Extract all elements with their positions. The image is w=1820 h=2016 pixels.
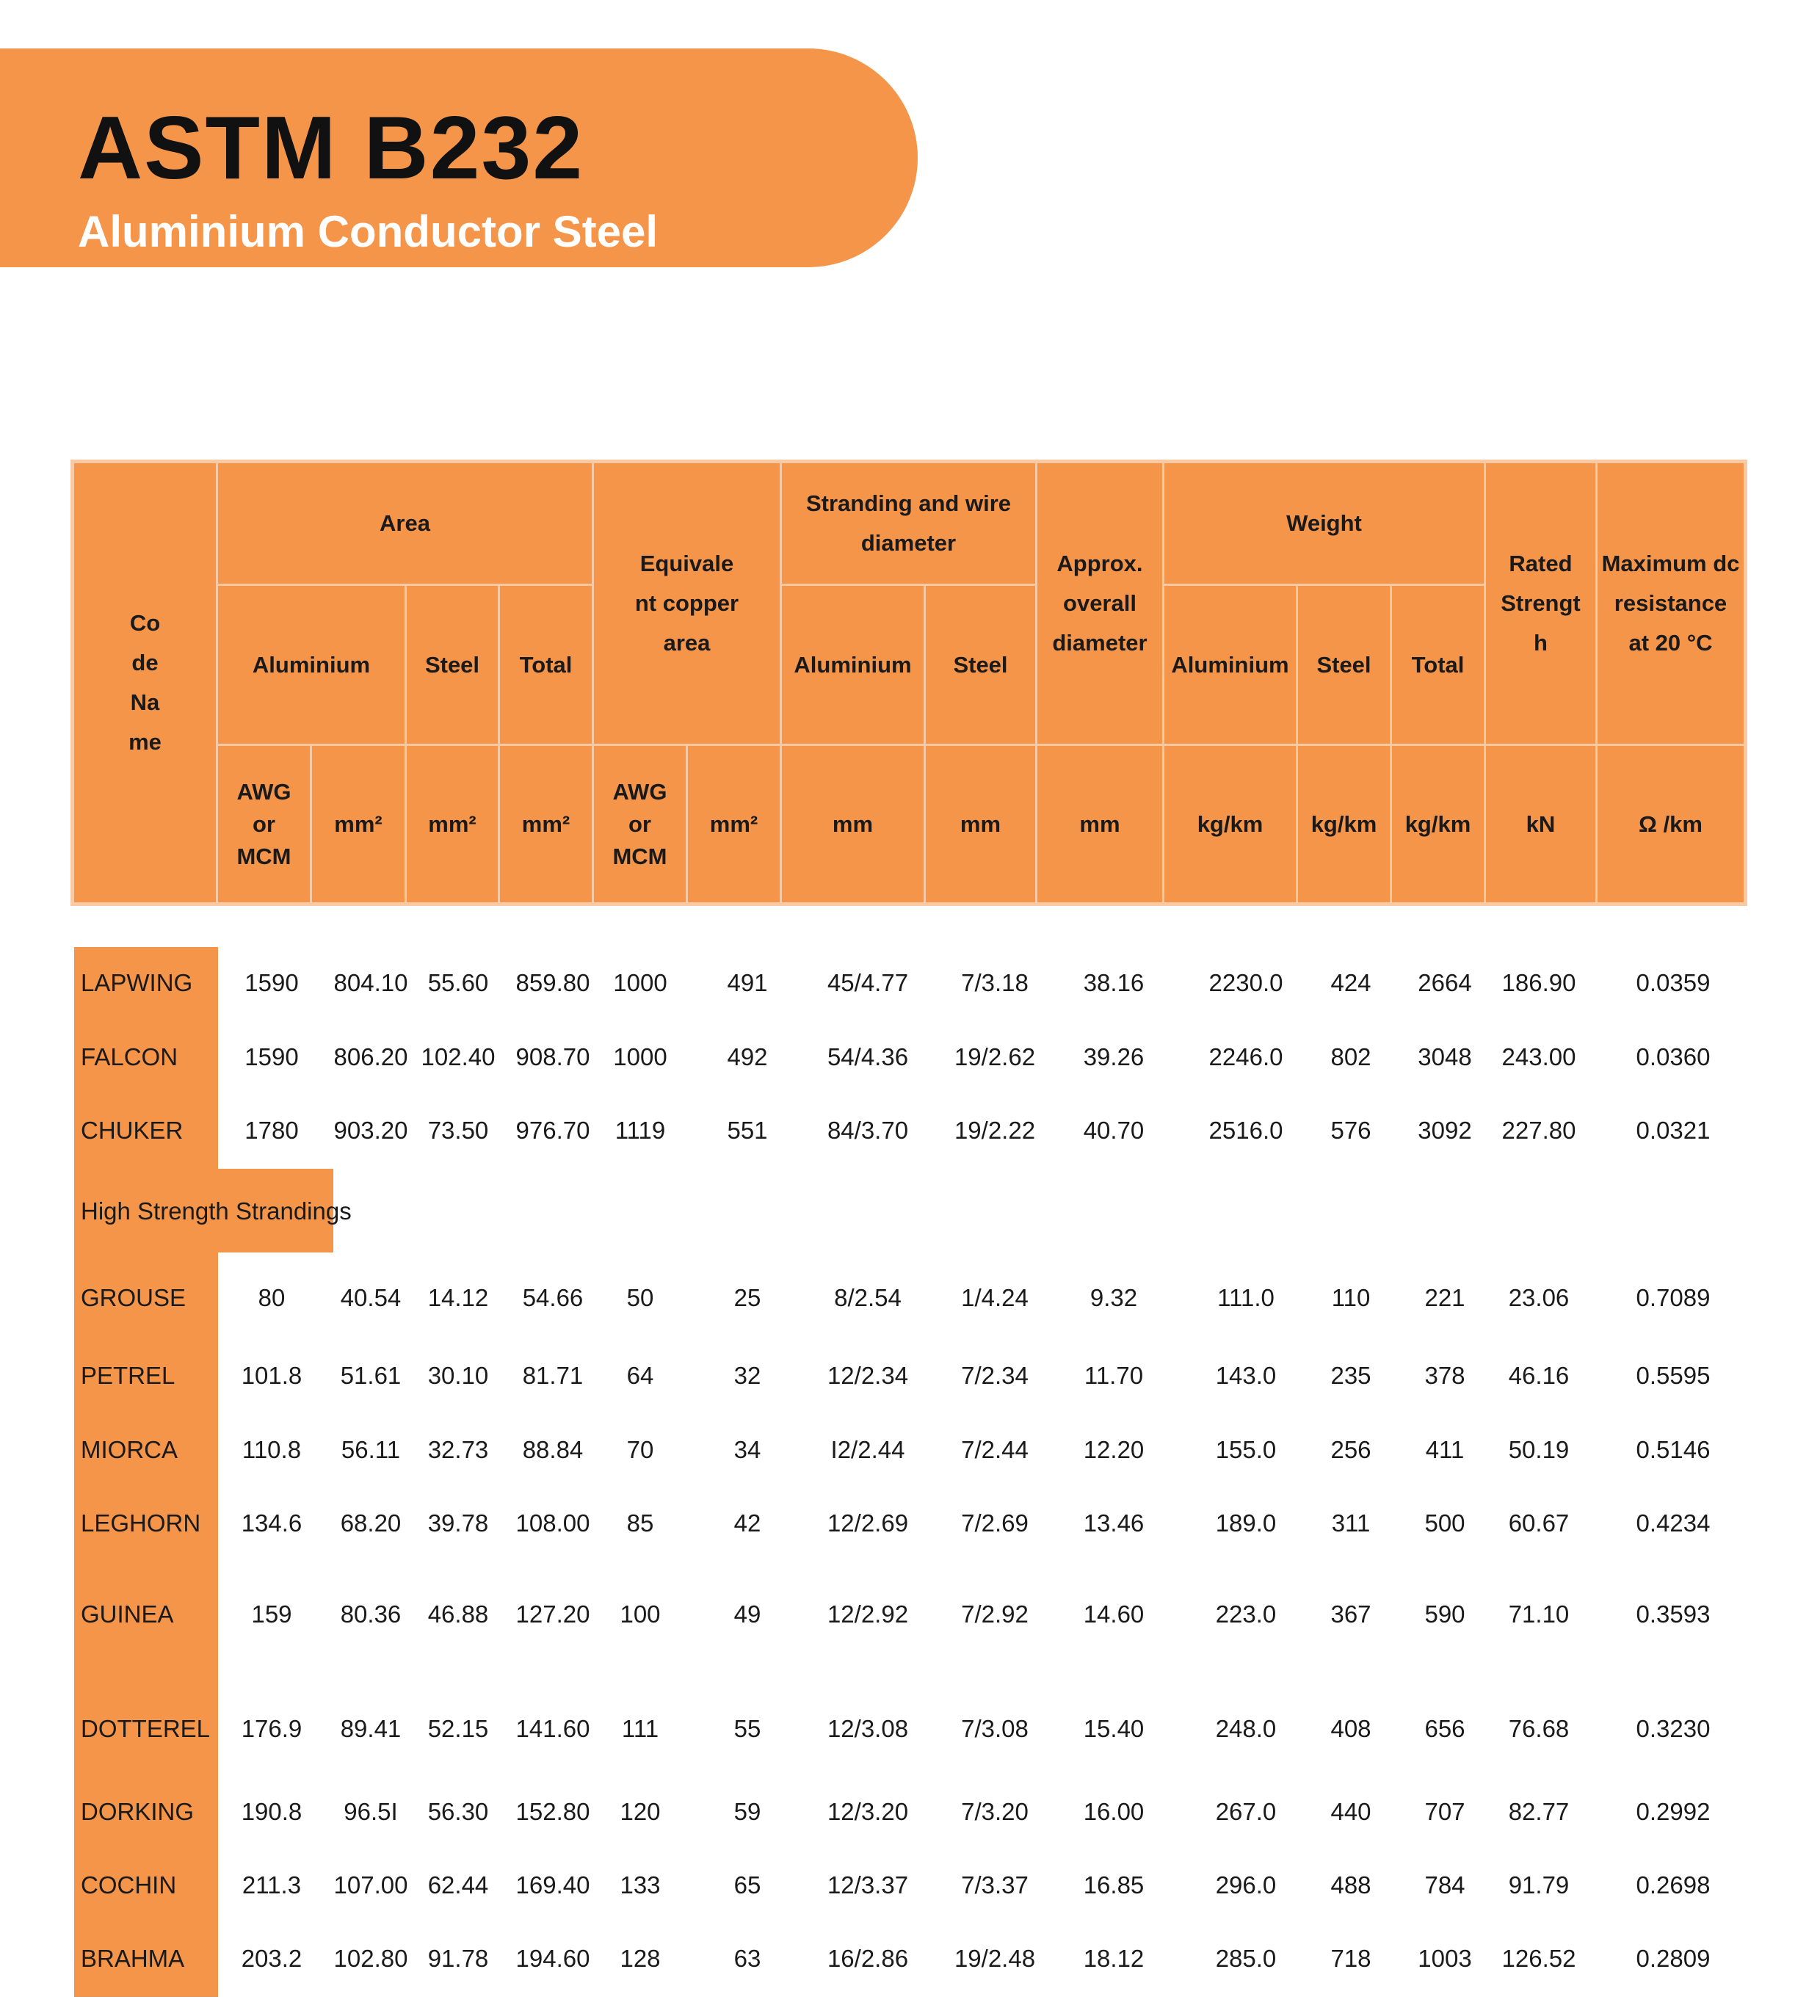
table-cell: 120 [620, 1798, 661, 1825]
table-cell: 100 [620, 1600, 661, 1628]
table-cell: 267.0 [1215, 1798, 1277, 1825]
table-cell: 80.36 [340, 1600, 402, 1628]
row-code-name: DOTTEREL [81, 1715, 211, 1742]
table-cell: 91.79 [1508, 1871, 1570, 1899]
table-cell: 12/3.08 [827, 1715, 909, 1742]
table-cell: 211.3 [242, 1871, 302, 1899]
table-cell: 32.73 [427, 1436, 489, 1463]
table-cell: 76.68 [1508, 1715, 1570, 1742]
table-cell: 656 [1424, 1715, 1465, 1742]
unit-awg-mcm: AWG or MCM [612, 778, 667, 869]
table-cell: 190.8 [241, 1798, 302, 1825]
table-cell: 81.71 [522, 1362, 584, 1389]
table-cell: 51.61 [340, 1362, 402, 1389]
table-cell: 80 [258, 1284, 286, 1311]
col-area-aluminium-header: Aluminium [252, 651, 371, 678]
table-cell: 7/3.20 [961, 1798, 1029, 1825]
table-cell: 0.0321 [1636, 1117, 1711, 1144]
subtitle-line-2: Reinforced(ACSR) [78, 260, 463, 309]
table-cell: 235 [1330, 1362, 1371, 1389]
table-cell: 155.0 [1215, 1436, 1277, 1463]
table-cell: 73.50 [427, 1117, 489, 1144]
unit-mm2: mm² [521, 811, 570, 837]
table-cell: 0.3230 [1636, 1715, 1711, 1742]
unit-awg-mcm: AWG or MCM [236, 778, 291, 869]
table-cell: 408 [1330, 1715, 1371, 1742]
table-cell: 39.78 [427, 1509, 489, 1537]
table-cell: 718 [1330, 1945, 1371, 1972]
table-cell: 65 [733, 1871, 761, 1899]
table-cell: 189.0 [1215, 1509, 1277, 1537]
table-cell: 488 [1330, 1871, 1371, 1899]
table-cell: 0.7089 [1636, 1284, 1711, 1311]
table-cell: 3092 [1418, 1117, 1472, 1144]
table-cell: 64 [626, 1362, 654, 1389]
table-cell: 55.60 [427, 969, 489, 996]
table-cell: 18.12 [1083, 1945, 1145, 1972]
table-cell: 14.12 [427, 1284, 489, 1311]
table-cell: 111 [621, 1715, 659, 1742]
table-cell: 89.41 [340, 1715, 402, 1742]
table-cell: 88.84 [522, 1436, 584, 1463]
table-cell: 1/4.24 [961, 1284, 1029, 1311]
table-cell: 12/2.69 [827, 1509, 909, 1537]
table-cell: 68.20 [340, 1509, 402, 1537]
table-cell: 126.52 [1501, 1945, 1576, 1972]
table-cell: 1000 [613, 969, 667, 996]
table-cell: 424 [1330, 969, 1371, 996]
table-cell: 500 [1424, 1509, 1465, 1537]
col-area-total-header: Total [519, 651, 573, 678]
table-cell: 1000 [613, 1043, 667, 1070]
row-code-name: BRAHMA [81, 1945, 185, 1972]
table-cell: 70 [626, 1436, 654, 1463]
table-cell: 0.4234 [1636, 1509, 1711, 1537]
table-cell: 243.00 [1501, 1043, 1576, 1070]
table-cell: 110.8 [242, 1436, 302, 1463]
table-cell: 2246.0 [1208, 1043, 1283, 1070]
row-code-name: GROUSE [81, 1284, 186, 1311]
table-cell: 3048 [1418, 1043, 1472, 1070]
unit-kg-per-km: kg/km [1310, 811, 1377, 837]
table-cell: 169.40 [515, 1871, 590, 1899]
table-cell: 2516.0 [1208, 1117, 1283, 1144]
table-cell: 590 [1424, 1600, 1465, 1628]
row-code-name: MIORCA [81, 1436, 178, 1463]
table-cell: 38.16 [1083, 969, 1145, 996]
table-cell: 19/2.62 [954, 1043, 1036, 1070]
table-cell: 127.20 [515, 1600, 590, 1628]
col-weight-aluminium-header: Aluminium [1171, 651, 1289, 678]
unit-kg-per-km: kg/km [1404, 811, 1471, 837]
row-code-name: PETREL [81, 1362, 175, 1389]
table-cell: 54.66 [522, 1284, 584, 1311]
table-cell: 784 [1424, 1871, 1465, 1899]
table-cell: 40.70 [1083, 1117, 1145, 1144]
table-cell: 16/2.86 [827, 1945, 909, 1972]
table-cell: 378 [1424, 1362, 1465, 1389]
table-cell: 82.77 [1508, 1798, 1570, 1825]
table-cell: 32 [733, 1362, 761, 1389]
table-cell: 256 [1330, 1436, 1371, 1463]
section-label-high-strength: High Strength Strandings [81, 1197, 352, 1225]
col-strand-steel-header: Steel [953, 651, 1008, 678]
col-area-header: Area [380, 510, 430, 536]
table-cell: 101.8 [241, 1362, 302, 1389]
row-code-name: LEGHORN [81, 1509, 201, 1537]
table-cell: 19/2.22 [954, 1117, 1036, 1144]
table-cell: 111.0 [1217, 1284, 1275, 1311]
code-name-column-highlight [74, 947, 218, 1997]
table-cell: 12.20 [1083, 1436, 1145, 1463]
table-cell: 63 [733, 1945, 761, 1972]
unit-kn: kN [1526, 811, 1556, 837]
table-cell: 30.10 [427, 1362, 489, 1389]
table-cell: 492 [727, 1043, 768, 1070]
table-cell: 13.46 [1083, 1509, 1145, 1537]
table-cell: 143.0 [1215, 1362, 1277, 1389]
table-cell: 7/3.37 [961, 1871, 1029, 1899]
table-cell: 84/3.70 [827, 1117, 909, 1144]
unit-mm2: mm² [709, 811, 758, 837]
col-weight-steel-header: Steel [1316, 651, 1371, 678]
table-cell: 59 [733, 1798, 761, 1825]
table-cell: 186.90 [1501, 969, 1576, 996]
table-cell: 1590 [244, 1043, 299, 1070]
table-cell: 440 [1330, 1798, 1371, 1825]
table-cell: 91.78 [427, 1945, 489, 1972]
table-cell: 0.3593 [1636, 1600, 1711, 1628]
table-cell: 9.32 [1090, 1284, 1138, 1311]
table-cell: 141.60 [515, 1715, 590, 1742]
table-cell: 176.9 [241, 1715, 302, 1742]
unit-kg-per-km: kg/km [1197, 811, 1264, 837]
table-cell: 227.80 [1501, 1117, 1576, 1144]
row-code-name: FALCON [81, 1043, 178, 1070]
table-cell: 7/2.44 [961, 1436, 1029, 1463]
table-cell: 859.80 [515, 969, 590, 996]
table-cell: 12/2.92 [827, 1600, 909, 1628]
table-cell: 34 [733, 1436, 761, 1463]
table-cell: 1003 [1418, 1945, 1472, 1972]
table-cell: 203.2 [241, 1945, 302, 1972]
row-code-name: DORKING [81, 1798, 195, 1825]
table-cell: 0.0360 [1636, 1043, 1711, 1070]
table-cell: 133 [620, 1871, 661, 1899]
subtitle-line-1: Aluminium Conductor Steel [78, 207, 659, 256]
table-cell: 102.80 [333, 1945, 408, 1972]
table-cell: 0.5595 [1636, 1362, 1711, 1389]
table-cell: 23.06 [1508, 1284, 1570, 1311]
table-cell: 134.6 [241, 1509, 302, 1537]
table-cell: 46.88 [427, 1600, 489, 1628]
row-code-name: CHUKER [81, 1117, 184, 1144]
unit-mm: mm [832, 811, 874, 837]
document-subtitle [78, 206, 658, 311]
row-code-name: GUINEA [81, 1600, 174, 1628]
table-cell: 12/3.37 [827, 1871, 909, 1899]
table-cell: 56.11 [341, 1436, 401, 1463]
table-cell: 85 [626, 1509, 654, 1537]
table-cell: 411 [1425, 1436, 1465, 1463]
table-cell: 551 [727, 1117, 768, 1144]
col-weight-total-header: Total [1411, 651, 1465, 678]
table-cell: 367 [1330, 1600, 1371, 1628]
table-cell: 12/2.34 [827, 1362, 909, 1389]
table-cell: 491 [727, 969, 768, 996]
table-cell: 248.0 [1215, 1715, 1277, 1742]
table-cell: 0.5146 [1636, 1436, 1711, 1463]
unit-ohm-per-km: Ω /km [1639, 811, 1703, 837]
table-cell: 42 [733, 1509, 761, 1537]
col-overall-diameter-header: Approx. overall diameter [1052, 551, 1148, 656]
table-cell: 54/4.36 [827, 1043, 909, 1070]
table-cell: 311 [1331, 1509, 1371, 1537]
table-cell: 12/3.20 [827, 1798, 909, 1825]
row-code-name: COCHIN [81, 1871, 177, 1899]
table-cell: 0.0359 [1636, 969, 1711, 996]
title-banner [0, 48, 918, 309]
table-cell: 296.0 [1215, 1871, 1277, 1899]
table-cell: 108.00 [515, 1509, 590, 1537]
table-cell: 16.00 [1083, 1798, 1145, 1825]
table-cell: 25 [733, 1284, 761, 1311]
table-cell: 15.40 [1083, 1715, 1145, 1742]
table-cell: 7/2.92 [961, 1600, 1029, 1628]
table-cell: 223.0 [1215, 1600, 1277, 1628]
table-cell: 0.2698 [1636, 1871, 1711, 1899]
table-cell: 1119 [614, 1117, 666, 1144]
table-cell: 7/2.34 [961, 1362, 1029, 1389]
table-cell: 2230.0 [1208, 969, 1283, 996]
unit-mm: mm [1079, 811, 1120, 837]
table-cell: 576 [1330, 1117, 1371, 1144]
table-cell: 16.85 [1083, 1871, 1145, 1899]
col-area-steel-header: Steel [424, 651, 480, 678]
table-cell: 802 [1330, 1043, 1371, 1070]
table-cell: 71.10 [1508, 1600, 1570, 1628]
col-rated-strength-header: Rated Strengt h [1501, 551, 1581, 656]
table-cell: 0.2809 [1636, 1945, 1711, 1972]
table-cell: 285.0 [1215, 1945, 1277, 1972]
table-cell: 46.16 [1508, 1362, 1570, 1389]
table-cell: 0.2992 [1636, 1798, 1711, 1825]
col-weight-header: Weight [1286, 510, 1362, 536]
table-cell: 806.20 [333, 1043, 408, 1070]
table-cell: 11.70 [1084, 1362, 1144, 1389]
table-cell: 7/2.69 [961, 1509, 1029, 1537]
table-cell: 152.80 [515, 1798, 590, 1825]
table-cell: 1590 [244, 969, 299, 996]
table-cell: 976.70 [515, 1117, 590, 1144]
unit-mm2: mm² [334, 811, 383, 837]
table-cell: 45/4.77 [827, 969, 909, 996]
table-cell: 39.26 [1083, 1043, 1145, 1070]
table-cell: 40.54 [340, 1284, 402, 1311]
table-cell: 1780 [244, 1117, 299, 1144]
table-cell: 128 [620, 1945, 661, 1972]
table-cell: 221 [1424, 1284, 1465, 1311]
table-cell: 903.20 [333, 1117, 408, 1144]
table-cell: 56.30 [427, 1798, 489, 1825]
table-cell: 7/3.08 [961, 1715, 1029, 1742]
table-cell: 52.15 [427, 1715, 489, 1742]
table-cell: 55 [733, 1715, 761, 1742]
col-strand-aluminium-header: Aluminium [794, 651, 912, 678]
row-code-name: LAPWING [81, 969, 193, 996]
unit-mm2: mm² [428, 811, 476, 837]
table-cell: 62.44 [427, 1871, 489, 1899]
table-cell: 110 [1331, 1284, 1371, 1311]
col-stranding-header: Stranding and wire diameter [805, 490, 1012, 556]
table-cell: 49 [733, 1600, 761, 1628]
table-cell: I2/2.44 [830, 1436, 905, 1463]
table-cell: 19/2.48 [954, 1945, 1036, 1972]
table-cell: 707 [1424, 1798, 1465, 1825]
table-cell: 14.60 [1083, 1600, 1145, 1628]
col-equivalent-copper-header: Equivale nt copper area [634, 551, 739, 656]
table-cell: 107.00 [333, 1871, 408, 1899]
col-max-dc-resistance-header: Maximum dc resistance at 20 °C [1601, 551, 1740, 656]
table-cell: 8/2.54 [834, 1284, 902, 1311]
table-cell: 50 [626, 1284, 654, 1311]
table-cell: 102.40 [421, 1043, 496, 1070]
table-cell: 159 [251, 1600, 292, 1628]
table-cell: 908.70 [515, 1043, 590, 1070]
table-cell: 96.5I [344, 1798, 398, 1825]
col-code-name-header: Co de Na me [128, 610, 162, 755]
table-cell: 2664 [1418, 969, 1472, 996]
table-cell: 804.10 [333, 969, 408, 996]
document-title: ASTM B232 [78, 98, 584, 197]
unit-mm: mm [960, 811, 1001, 837]
table-cell: 60.67 [1508, 1509, 1570, 1537]
table-cell: 50.19 [1508, 1436, 1570, 1463]
table-cell: 7/3.18 [961, 969, 1029, 996]
table-cell: 194.60 [515, 1945, 590, 1972]
